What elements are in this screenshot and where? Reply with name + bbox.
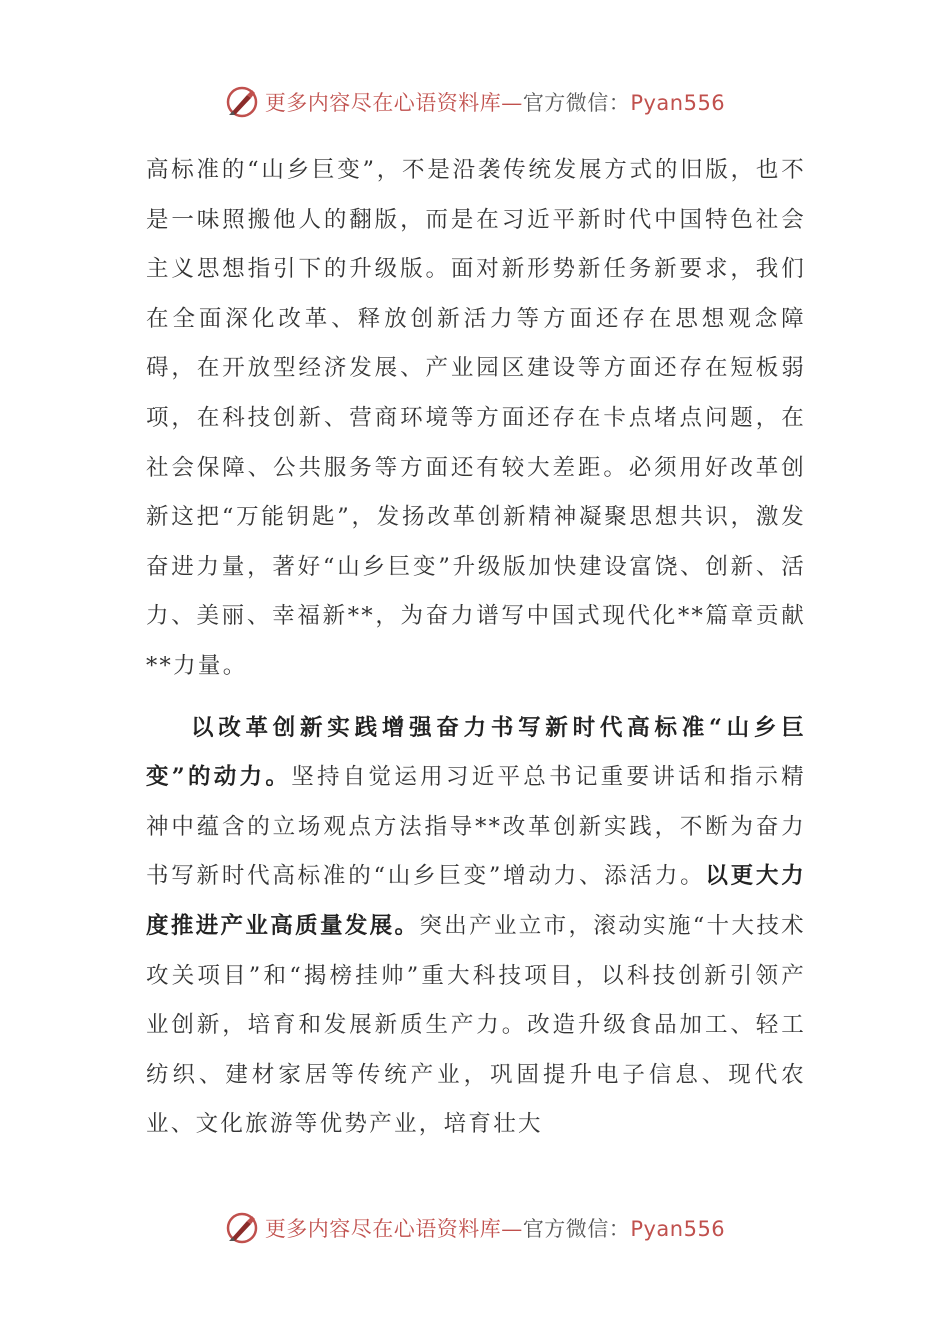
banner-text-main: 更多内容尽在心语资料库— [264,1217,523,1241]
banner-text [265,1213,725,1243]
paragraph-2 [146,704,806,1150]
banner-text-id: Pyan556 [630,1217,726,1241]
header-banner [0,82,950,122]
banner-text-wechat: 官方微信： [522,1217,631,1241]
paragraph-1: 高标准的“山乡巨变”，不是沿袭传统发展方式的旧版，也不是一味照搬他人的翻版，而是在习近平新时代中国特色社会主义思想指引下的升级版。面对新形势新任务新要求，我们在全面深化改革、释放创新活力等方面还存在思想观念障碍，在开放型经济发展、产业园区建设等方面还存在短板弱项，在科技创新、营商环境等方面还存在卡点堵点问题，在社会保障、公共服务等方面还有较大差距。必须用好改革创新这把“万能钥匙”，发扬改革创新精神凝聚思想共识，激发奋进力量，著好“山乡巨变”升级版加快建设富饶、创新、活力、美丽、幸福新**，为奋力谱写中国式现代化**篇章贡献**力量。 [146,157,806,679]
paragraph-2-text-1: 坚持自觉运用习近平总书记重要讲话和指示精神中蕴含的立场观点方法指导**改革创新实践，不断为奋力书写新时代高标准的“山乡巨变”增动力、添活力。 [146,764,806,890]
banner-text [265,87,725,117]
banner-text-id: Pyan556 [630,91,726,115]
heading-reform-innovation: 以改革创新实践增强奋力书写新时代高标准“山乡巨变”的动力。 [146,714,806,791]
pen-logo-icon [225,85,259,119]
document-body [146,146,806,1150]
pen-logo-icon [225,1211,259,1245]
footer-banner [0,1208,950,1248]
banner-text-wechat: 官方微信： [522,91,631,115]
banner-text-main: 更多内容尽在心语资料库— [264,91,523,115]
paragraph-2-text-2: 突出产业立市，滚动实施“十大技术攻关项目”和“揭榜挂帅”重大科技项目，以科技创新引领产业创新，培育和发展新质生产力。改造升级食品加工、轻工纺织、建材家居等传统产业，巩固提升电子信息、现代农业、文化旅游等优势产业，培育壮大 [146,912,806,1138]
heading-industry-development: 以更大力度推进产业高质量发展。 [146,863,807,939]
